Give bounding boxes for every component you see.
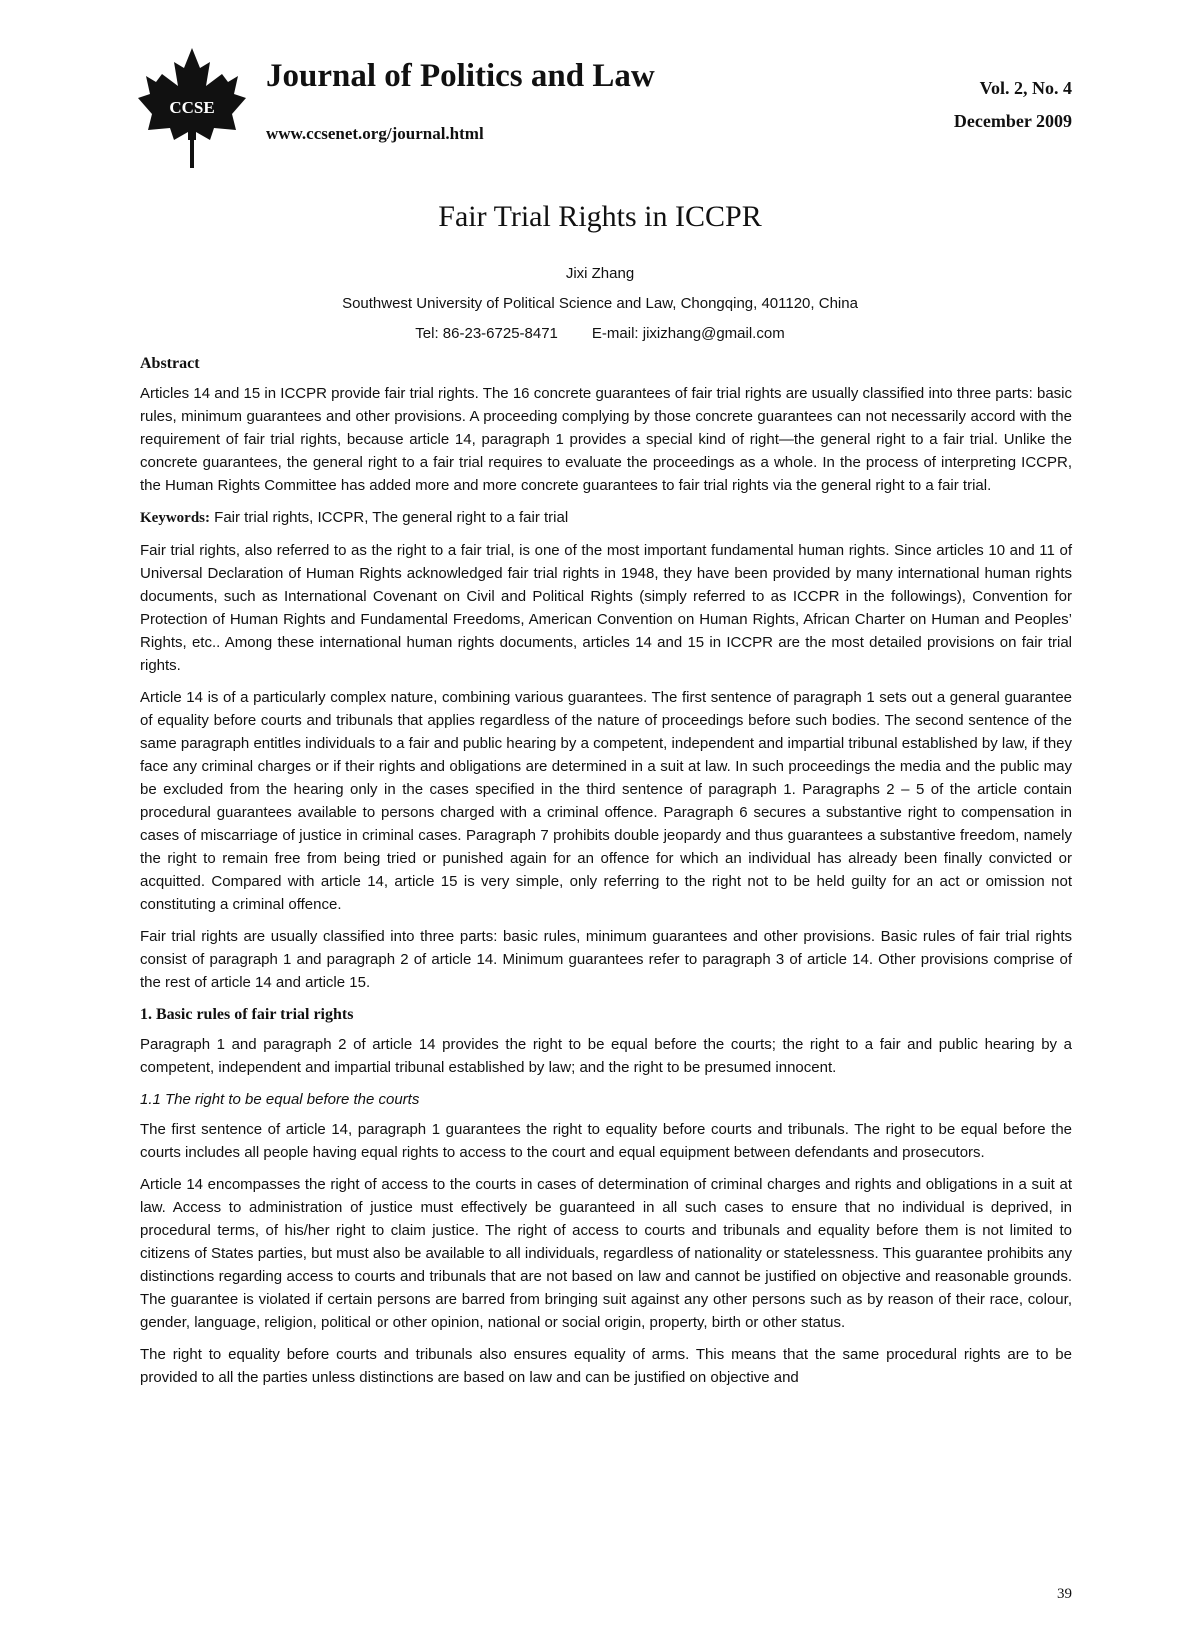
section-paragraph-3: Article 14 encompasses the right of access to the courts in cases of determination of criminal charges and rights and obligations in a suit at law. Access to administration of justice must effectively be guaranteed in all such cases to ensure that no individual is deprived, in procedural terms, of his/her right to claim justice. The right of access to courts and tribunals and equality before them is not limited to citizens of States parties, but must also be available to all individuals, regardless of nationality or statelessness. This guarantee prohibits any distinctions regarding access to courts and tribunals that are not based on law and cannot be justified on objective and reasonable grounds. The guarantee is violated if certain persons are barred from bringing suit against any other persons such as by reason of their race, colour, gender, language, religion, political or other opinion, national or social origin, property, birth or other status. xyxy=(140,1176,1072,1331)
ccse-maple-leaf-logo xyxy=(136,46,248,168)
issue-date: December 2009 xyxy=(953,111,1072,131)
intro-paragraph-3: Fair trial rights are usually classified into three parts: basic rules, minimum guarantees and other provisions. Basic rules of fair trial rights consist of paragraph 1 and paragraph 2 of article 14. Minimum guarantees refer to paragraph 3 of article 14. Other provisions comprise of the rest of article 14 and article 15. xyxy=(140,928,1072,991)
author-tel: Tel: 86-23-6725-8471 xyxy=(415,325,558,342)
intro-paragraph-1: Fair trial rights, also referred to as the right to a fair trial, is one of the most important fundamental human rights. Since articles 10 and 11 of Universal Declaration of Human Rights acknowledged fair trial rights in 1948, they have been provided by many international human rights documents, such as International Covenant on Civil and Political Rights (simply referred to as ICCPR in the followings), Convention for Protection of Human Rights and Fundamental Freedoms, American Convention on Human Rights, African Charter on Human and Peoples’ Rights, etc.. Among these international human rights documents, articles 14 and 15 in ICCPR are the most detailed provisions on fair trial rights. xyxy=(140,542,1072,674)
keywords-label: Keywords: xyxy=(140,510,210,526)
logo-text: CCSE xyxy=(169,98,215,117)
page-number: 39 xyxy=(1057,1586,1072,1602)
journal-url: www.ccsenet.org/journal.html xyxy=(266,124,484,143)
section-paragraph-1: Paragraph 1 and paragraph 2 of article 14 provides the right to be equal before the courts; the right to a fair and public hearing by a competent, independent and impartial tribunal established by law; and the right to be presumed innocent. xyxy=(140,1036,1072,1076)
abstract-heading: Abstract xyxy=(140,355,200,372)
keywords xyxy=(140,506,1072,530)
author-name: Jixi Zhang xyxy=(565,265,635,282)
author-contact xyxy=(0,325,1200,342)
paper-title: Fair Trial Rights in ICCPR xyxy=(438,200,762,233)
author-affiliation: Southwest University of Political Science and Law, Chongqing, 401120, China xyxy=(342,295,858,312)
paper-body xyxy=(140,352,1072,1398)
section-paragraph-2: The first sentence of article 14, paragraph 1 guarantees the right to equality before courts and tribunals. The right to be equal before the courts includes all people having equal rights to access to the court and equal equipment between defendants and prosecutors. xyxy=(140,1121,1072,1161)
subsection-heading: 1.1 The right to be equal before the courts xyxy=(140,1091,420,1108)
journal-title: Journal of Politics and Law xyxy=(266,58,655,94)
intro-paragraph-2: Article 14 is of a particularly complex nature, combining various guarantees. The first sentence of paragraph 1 sets out a general guarantee of equality before courts and tribunals that applies regardless of the nature of proceedings before such bodies. The second sentence of the same paragraph entitles individuals to a fair and public hearing by a competent, independent and impartial tribunal established by law, if they face any criminal charges or if their rights and obligations are determined in a suit at law. In such proceedings the media and the public may be excluded from the hearing only in the cases specified in the third sentence of paragraph 1. Paragraphs 2 – 5 of the article contain procedural guarantees available to persons charged with a criminal offence. Paragraph 6 secures a substantive right to compensation in cases of miscarriage of justice in criminal cases. Paragraph 7 prohibits double jeopardy and thus guarantees a substantive freedom, namely the right to remain free from being tried or punished again for an offence for which an individual has already been finally convicted or acquitted. Compared with article 14, article 15 is very simple, only referring to the right not to be held guilty for an act or omission not constituting a criminal offence. xyxy=(140,689,1072,913)
section-paragraph-4: The right to equality before courts and tribunals also ensures equality of arms. This means that the same procedural rights are to be provided to all the parties unless distinctions are based on law and can be justified on objective and xyxy=(140,1346,1072,1386)
section-heading: 1. Basic rules of fair trial rights xyxy=(140,1006,354,1023)
author-email: E-mail: jixizhang@gmail.com xyxy=(591,325,785,342)
volume-issue: Vol. 2, No. 4 xyxy=(979,78,1072,98)
abstract-text: Articles 14 and 15 in ICCPR provide fair trial rights. The 16 concrete guarantees of fair trial rights are usually classified into three parts: basic rules, minimum guarantees and other provisions. A proceeding complying by those concrete guarantees can not necessarily accord with the requirement of fair trial rights, because article 14, paragraph 1 provides a special kind of right—the general right to a fair trial. Unlike the concrete guarantees, the general right to a fair trial requires to evaluate the proceedings as a whole. In the process of interpreting ICCPR, the Human Rights Committee has added more and more concrete guarantees to fair trial rights via the general right to a fair trial. xyxy=(140,385,1072,494)
keywords-text: Fair trial rights, ICCPR, The general right to a fair trial xyxy=(210,509,569,526)
